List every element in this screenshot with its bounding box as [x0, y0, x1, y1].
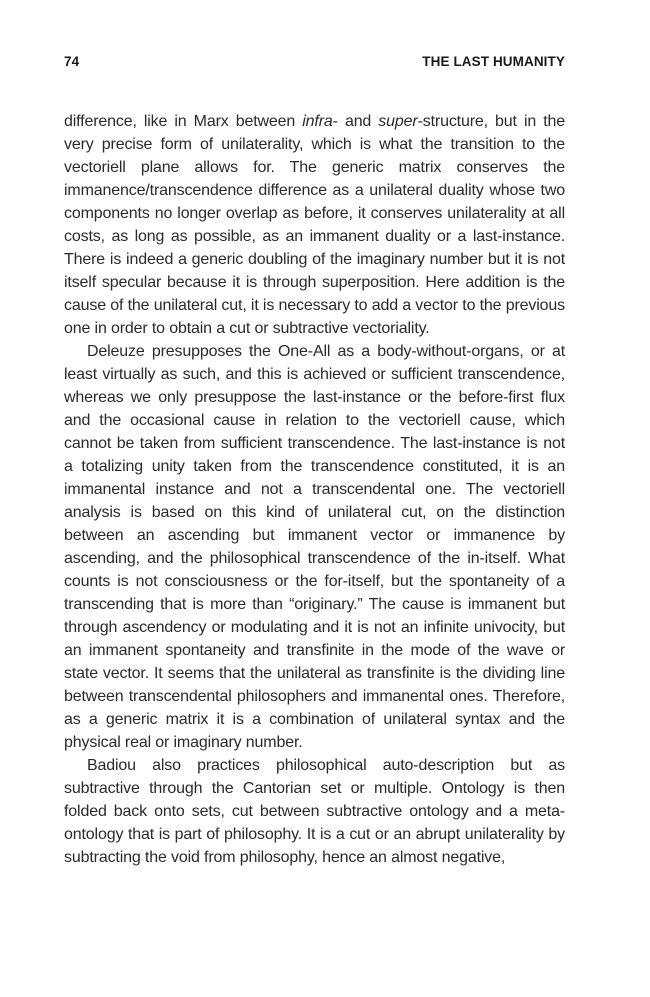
italic-run: infra	[302, 113, 333, 130]
page-number: 74	[64, 54, 80, 69]
text-run: Deleuze presupposes the One-All as a body-without-organs, or at least virtually as such, and this is achieved or sufficient transcendence, whereas we only presuppose the last-instance or the before-first flux and the occasional cause in relation to the vectoriell cause, which cannot be taken from sufficient transcendence. The last-instance is not a totalizing unity taken from the transcendence constituted, it is an immanental instance and not a transcendental one. The vectoriell analysis is based on this kind of unilateral cut, on the distinction between an ascending but immanent vector or immanence by ascending, and the philosophical transcendence of the in-itself. What counts is not consciousness or the for-itself, but the spontaneity of a transcending that is more than “originary.” The cause is immanent but through ascendency or modulating and it is not an infinite univocity, but an immanent spontaneity and transfinite in the mode of the wave or state vector. It seems that the unilateral as transfinite is the dividing line between transcendental philosophers and immanental ones. Therefore, as a generic matrix it is a combination of unilateral syntax and the physical real or imaginary number.	[64, 343, 565, 751]
running-title: THE LAST HUMANITY	[422, 54, 565, 69]
body-text	[64, 110, 565, 869]
text-run: Badiou also practices philosophical auto-description but as subtractive through the Cantorian set or multiple. Ontology is then folded back onto sets, cut between subtractive ontology and a meta-ontology that is part of philosophy. It is a cut or an abrupt unilaterality by subtracting the void from philosophy, hence an almost negative,	[64, 757, 565, 866]
text-run: -structure, but in the very precise form of unilaterality, which is what the transition to the vectoriell plane allows for. The generic matrix conserves the immanence/transcendence difference as a unilateral duality whose two components no longer overlap as before, it conserves unilaterality at all costs, as long as possible, as an immanent duality or a last-instance. There is indeed a generic doubling of the imaginary number but it is not itself specular because it is through superposition. Here addition is the cause of the unilateral cut, it is necessary to add a vector to the previous one in order to obtain a cut or subtractive vectoriality.	[64, 113, 565, 337]
paragraph-2	[64, 340, 565, 754]
italic-run: super	[378, 113, 418, 130]
running-header	[64, 54, 565, 69]
paragraph-1	[64, 110, 565, 340]
text-run: - and	[332, 113, 379, 130]
paragraph-3	[64, 754, 565, 869]
text-run: difference, like in Marx between	[64, 113, 303, 130]
